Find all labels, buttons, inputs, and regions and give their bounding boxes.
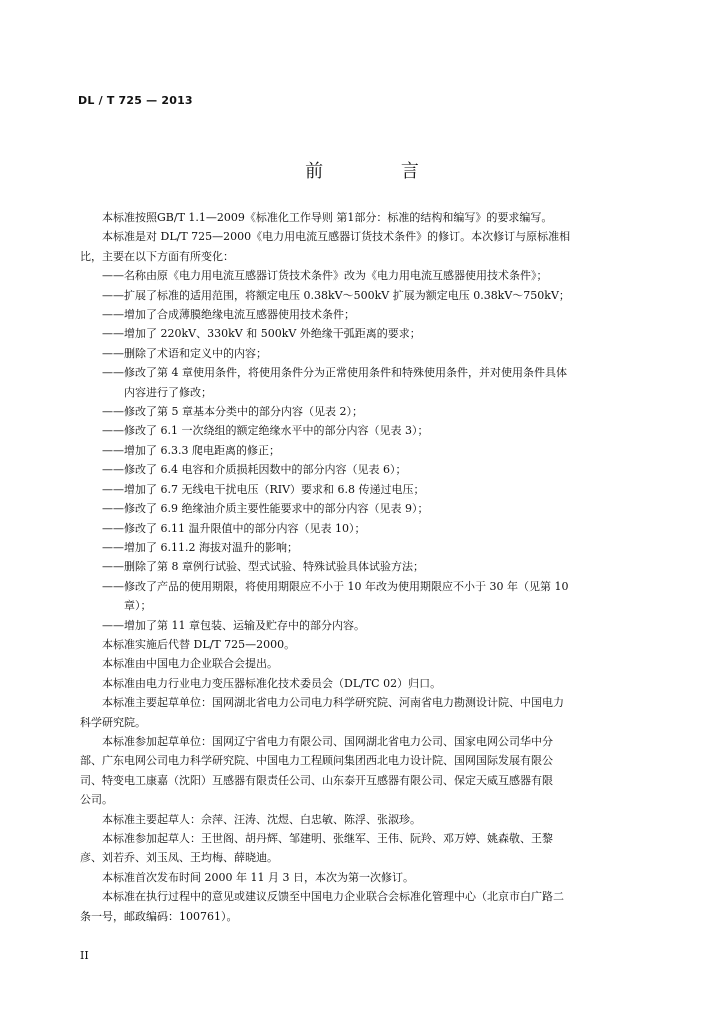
paragraph-line: 内容进行了修改； [124, 385, 212, 399]
standard-code: DL / T 725 — 2013 [78, 94, 193, 107]
paragraph-line: ——删除了第 8 章例行试验、型式试验、特殊试验具体试验方法； [102, 560, 424, 574]
paragraph-line: 本标准首次发布时间 2000 年 11 月 3 日，本次为第一次修订。 [102, 870, 414, 884]
paragraph-line: 本标准按照GB/T 1.1—2009《标准化工作导则 第1部分：标准的结构和编写》的要求编写。 [102, 211, 553, 224]
paragraph-line: 本标准主要起草单位：国网湖北省电力公司电力科学研究院、河南省电力勘测设计院、中国电力 [102, 696, 564, 710]
paragraph-line: 本标准由中国电力企业联合会提出。 [102, 657, 278, 671]
paragraph-line: ——修改了 6.1 一次绕组的额定绝缘水平中的部分内容（见表 3）； [102, 424, 429, 438]
document-body [80, 208, 660, 926]
paragraph-line: ——修改了产品的使用期限，将使用期限应不小于 10 年改为使用期限应不小于 30 年（见第 10 [102, 579, 569, 593]
paragraph-line: 本标准参加起草单位：国网辽宁省电力有限公司、国网湖北省电力公司、国家电网公司华中分 [102, 734, 553, 748]
paragraph-line: 章）； [124, 599, 152, 613]
paragraph-line: 条一号，邮政编码：100761）。 [80, 909, 238, 923]
paragraph-line: 本标准是对 DL/T 725—2000《电力用电流互感器订货技术条件》的修订。本次修订与原标准相 [102, 230, 571, 244]
paragraph-line: 科学研究院。 [80, 715, 146, 729]
paragraph-line: 本标准主要起草人：佘萍、汪涛、沈煜、白忠敏、陈浮、张淑珍。 [102, 812, 421, 826]
paragraph-line: ——删除了术语和定义中的内容； [102, 346, 267, 360]
paragraph-line: ——增加了 220kV、330kV 和 500kV 外绝缘干弧距离的要求； [102, 327, 421, 341]
paragraph-line: ——增加了合成薄膜绝缘电流互感器使用技术条件； [102, 308, 355, 322]
paragraph-line: ——增加了 6.11.2 海拔对温升的影响； [102, 540, 298, 554]
paragraph-line: 公司。 [80, 793, 113, 807]
paragraph-line: ——修改了 6.4 电容和介质损耗因数中的部分内容（见表 6）； [102, 463, 407, 477]
paragraph-line: ——名称由原《电力用电流互感器订货技术条件》改为《电力用电流互感器使用技术条件》； [102, 269, 548, 283]
paragraph-line: ——增加了 6.3.3 爬电距离的修正； [102, 443, 280, 457]
paragraph-line: ——增加了第 11 章包装、运输及贮存中的部分内容。 [102, 618, 365, 632]
page-number: II [80, 949, 89, 962]
paragraph-line: 部、广东电网公司电力科学研究院、中国电力工程顾问集团西北电力设计院、国网国际发展有限公 [80, 754, 553, 768]
paragraph-line: 本标准参加起草人：王世阁、胡丹辉、邹建明、张继军、王伟、阮羚、邓万婷、姚森敬、王黎 [102, 832, 553, 845]
paragraph-line: ——修改了第 5 章基本分类中的部分内容（见表 2）； [102, 405, 363, 419]
paragraph-line: 彦、刘若乔、刘玉凤、王均梅、薛晓迪。 [80, 851, 278, 865]
paragraph-line: ——修改了第 4 章使用条件，将使用条件分为正常使用条件和特殊使用条件，并对使用条件具体 [102, 366, 567, 380]
paragraph-line: ——修改了 6.11 温升限值中的部分内容（见表 10）； [102, 521, 366, 535]
paragraph-line: ——增加了 6.7 无线电干扰电压（RIV）要求和 6.8 传递过电压； [102, 482, 425, 496]
paragraph-line: 比，主要在以下方面有所变化： [80, 249, 234, 263]
page-title: 前 言 [305, 161, 455, 182]
paragraph-line: ——扩展了标准的适用范围，将额定电压 0.38kV～500kV 扩展为额定电压 0.38kV～750kV； [102, 288, 570, 302]
paragraph-line: ——修改了 6.9 绝缘油介质主要性能要求中的部分内容（见表 9）； [102, 502, 429, 516]
paragraph-line: 司、特变电工康嘉（沈阳）互感器有限责任公司、山东泰开互感器有限公司、保定天威互感器有限 [80, 773, 553, 787]
paragraph-line: 本标准实施后代替 DL/T 725—2000。 [102, 637, 296, 651]
paragraph-line: 本标准由电力行业电力变压器标准化技术委员会（DL/TC 02）归口。 [102, 676, 442, 690]
paragraph-line: 本标准在执行过程中的意见或建议反馈至中国电力企业联合会标准化管理中心（北京市白广路二 [102, 890, 564, 904]
